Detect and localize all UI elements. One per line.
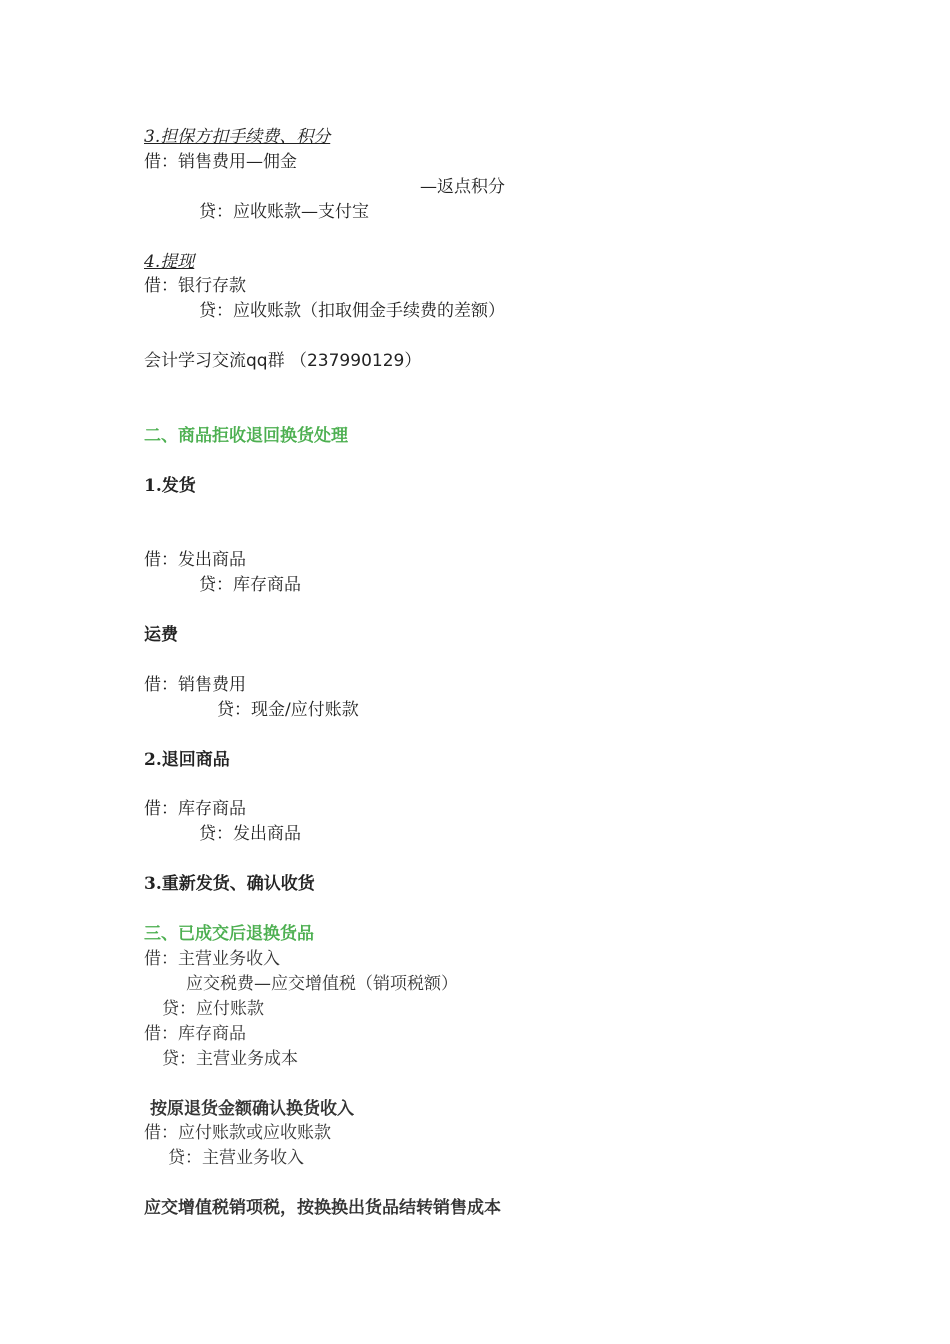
entry-debit-inventory-2: 借：库存商品 bbox=[144, 1024, 246, 1044]
heading-shipping: 1.发货 bbox=[144, 476, 196, 496]
heading-return-goods: 2.退回商品 bbox=[144, 750, 230, 770]
entry-debit-bank: 借：银行存款 bbox=[144, 276, 246, 296]
entry-debit-commission: 借：销售费用—佣金 bbox=[144, 152, 297, 172]
heading-reship: 3.重新发货、确认收货 bbox=[144, 874, 315, 894]
heading-vat-cost-transfer: 应交增值税销项税，按换换出货品结转销售成本 bbox=[144, 1198, 501, 1218]
entry-credit-alipay: 贷：应收账款—支付宝 bbox=[199, 202, 369, 222]
entry-debit-points: —返点积分 bbox=[420, 177, 505, 197]
heading-freight: 运费 bbox=[144, 625, 178, 645]
section-2-title: 二、商品拒收退回换货处理 bbox=[144, 426, 348, 446]
entry-credit-revenue: 贷：主营业务收入 bbox=[168, 1148, 304, 1168]
entry-credit-payable: 贷：应付账款 bbox=[162, 999, 264, 1019]
entry-credit-receivable: 贷：应收账款（扣取佣金手续费的差额） bbox=[199, 301, 505, 321]
entry-credit-cash: 贷：现金/应付账款 bbox=[217, 700, 359, 720]
heading-withdrawal: 4.提现 bbox=[144, 252, 195, 272]
heading-exchange-revenue: 按原退货金额确认换货收入 bbox=[150, 1099, 354, 1119]
entry-credit-cost: 贷：主营业务成本 bbox=[162, 1049, 298, 1069]
section-3-title: 三、已成交后退换货品 bbox=[144, 924, 314, 944]
entry-debit-goods-shipped: 借：发出商品 bbox=[144, 550, 246, 570]
entry-debit-vat: 应交税费—应交增值税（销项税额） bbox=[186, 974, 458, 994]
entry-debit-revenue: 借：主营业务收入 bbox=[144, 949, 280, 969]
qq-group-note: 会计学习交流qq群 （237990129） bbox=[144, 351, 422, 371]
entry-debit-selling-expense: 借：销售费用 bbox=[144, 675, 246, 695]
entry-debit-inventory: 借：库存商品 bbox=[144, 799, 246, 819]
entry-debit-payable-or-receivable: 借：应付账款或应收账款 bbox=[144, 1123, 331, 1143]
entry-credit-inventory: 贷：库存商品 bbox=[199, 575, 301, 595]
heading-guarantor-fee: 3.担保方扣手续费、积分 bbox=[144, 127, 331, 147]
entry-credit-goods-shipped: 贷：发出商品 bbox=[199, 824, 301, 844]
